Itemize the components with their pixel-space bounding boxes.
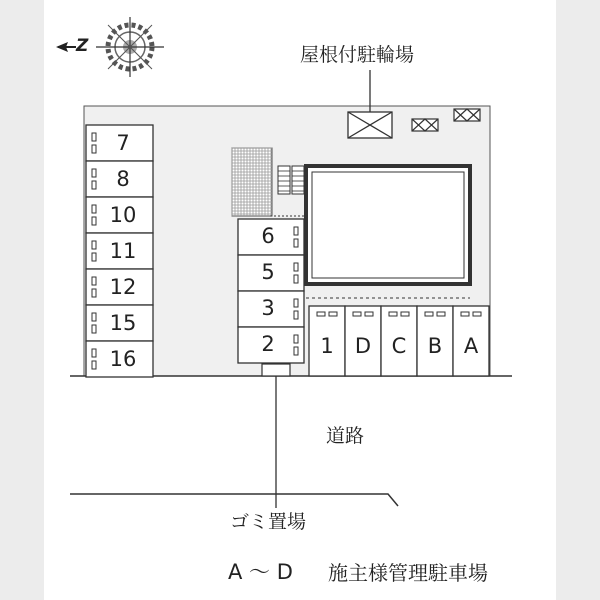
garbage-box (262, 364, 290, 376)
building (306, 166, 470, 284)
road-label: 道路 (326, 425, 365, 447)
parking-letter-1: 1 (320, 334, 334, 358)
parking-number-3: 3 (261, 296, 275, 320)
compass-north-letter: Z (76, 36, 89, 56)
legend-range: A 〜 D (228, 560, 293, 584)
mesh-area (232, 148, 272, 216)
parking-number-8: 8 (116, 167, 130, 191)
parking-number-5: 5 (261, 260, 275, 284)
parking-letter-C: C (391, 334, 407, 358)
legend-description: 施主様管理駐車場 (328, 561, 488, 585)
parking-number-15: 15 (109, 311, 137, 335)
parking-number-7: 7 (116, 131, 130, 155)
parking-number-11: 11 (109, 239, 137, 263)
bicycle-parking-box-large (348, 112, 392, 138)
bicycle-parking-box-small-1 (412, 119, 438, 131)
parking-number-6: 6 (261, 224, 275, 248)
parking-letter-B: B (427, 334, 443, 358)
bicycle-parking-label: 屋根付駐輪場 (300, 44, 415, 66)
north-arrow-icon (56, 42, 76, 52)
parking-letter-D: D (354, 334, 372, 358)
bicycle-parking-box-small-2 (454, 109, 480, 121)
road-edge (70, 494, 398, 506)
parking-number-2: 2 (261, 332, 275, 356)
compass-rose (96, 17, 164, 77)
garbage-area-label: ゴミ置場 (230, 511, 307, 533)
parking-number-10: 10 (109, 203, 137, 227)
parking-letter-A: A (463, 334, 479, 358)
parking-number-16: 16 (109, 347, 137, 371)
parking-number-12: 12 (109, 275, 137, 299)
